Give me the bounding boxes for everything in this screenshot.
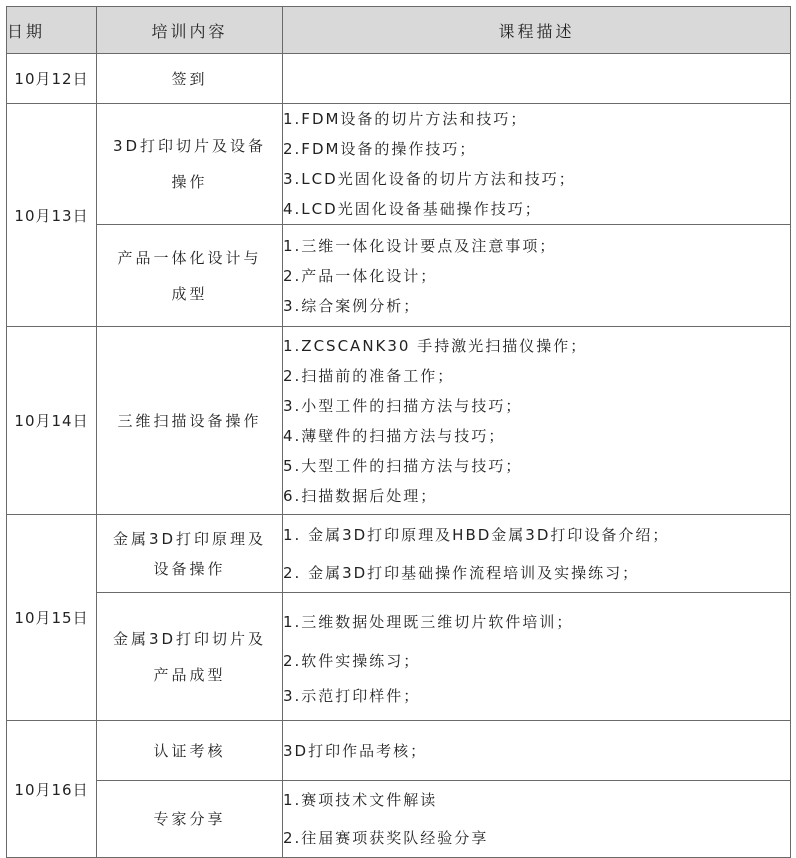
course-cell	[97, 515, 283, 593]
description-cell	[283, 515, 791, 593]
description-cell	[283, 54, 791, 104]
table-row	[7, 593, 791, 721]
description-line: 1.FDM设备的切片方法和技巧；	[283, 110, 528, 128]
date-cell: 10月12日	[7, 54, 97, 104]
table-row	[7, 327, 791, 515]
header-course: 培训内容	[97, 7, 283, 54]
course-line: 产品一体化设计与	[117, 248, 262, 267]
header-row	[7, 7, 791, 54]
table-row	[7, 54, 791, 104]
description-line: 2.产品一体化设计；	[283, 266, 438, 285]
description-line: 2.往届赛项获奖队经验分享	[283, 829, 489, 847]
course-line: 金属3D打印原理及	[112, 529, 267, 548]
description-line: 2.FDM设备的操作技巧；	[283, 140, 477, 158]
course-cell	[97, 593, 283, 721]
course-cell	[97, 104, 283, 225]
course-line: 设备操作	[153, 559, 226, 578]
course-line: 金属3D打印切片及	[112, 629, 267, 648]
date-cell: 10月13日	[7, 104, 97, 327]
description-line: 2.软件实操练习；	[283, 651, 421, 670]
date-cell: 10月14日	[7, 327, 97, 515]
course-line: 操作	[171, 173, 208, 191]
table-row	[7, 104, 791, 225]
course-cell: 签到	[97, 54, 283, 104]
description-cell: 3D打印作品考核；	[283, 721, 791, 781]
table-row	[7, 721, 791, 781]
description-line: 5.大型工件的扫描方法与技巧；	[283, 456, 523, 475]
description-cell	[283, 327, 791, 515]
header-date: 日期	[7, 7, 97, 54]
description-cell	[283, 104, 791, 225]
header-description: 课程描述	[283, 7, 791, 54]
description-line: 4.薄壁件的扫描方法与技巧；	[283, 426, 506, 445]
description-line: 6.扫描数据后处理；	[283, 486, 438, 505]
course-line: 3D打印切片及设备	[112, 137, 267, 155]
description-line: 4.LCD光固化设备基础操作技巧；	[283, 200, 542, 218]
table-row	[7, 515, 791, 593]
description-line: 3.LCD光固化设备的切片方法和技巧；	[283, 170, 576, 188]
date-cell: 10月16日	[7, 721, 97, 858]
training-schedule-table	[6, 6, 791, 858]
description-line: 2.扫描前的准备工作；	[283, 366, 455, 385]
course-line: 成型	[171, 284, 208, 303]
description-line: 1. 金属3D打印原理及HBD金属3D打印设备介绍；	[283, 525, 670, 544]
course-cell	[97, 225, 283, 327]
description-line: 1.三维一体化设计要点及注意事项；	[283, 236, 557, 255]
description-line: 3.小型工件的扫描方法与技巧；	[283, 396, 523, 415]
description-line: 2. 金属3D打印基础操作流程培训及实操练习；	[283, 563, 640, 582]
description-line: 1.ZCSCANK30 手持激光扫描仪操作；	[283, 336, 588, 355]
course-line: 产品成型	[153, 665, 226, 684]
course-cell: 三维扫描设备操作	[97, 327, 283, 515]
description-cell	[283, 593, 791, 721]
description-line: 1.赛项技术文件解读	[283, 791, 438, 809]
table-row	[7, 225, 791, 327]
description-line: 3.综合案例分析；	[283, 296, 421, 315]
course-cell: 认证考核	[97, 721, 283, 781]
course-cell: 专家分享	[97, 781, 283, 858]
table-row	[7, 781, 791, 858]
date-cell: 10月15日	[7, 515, 97, 721]
description-line: 3.示范打印样件；	[283, 686, 421, 705]
description-cell	[283, 225, 791, 327]
description-line: 1.三维数据处理既三维切片软件培训；	[283, 612, 574, 631]
description-cell	[283, 781, 791, 858]
